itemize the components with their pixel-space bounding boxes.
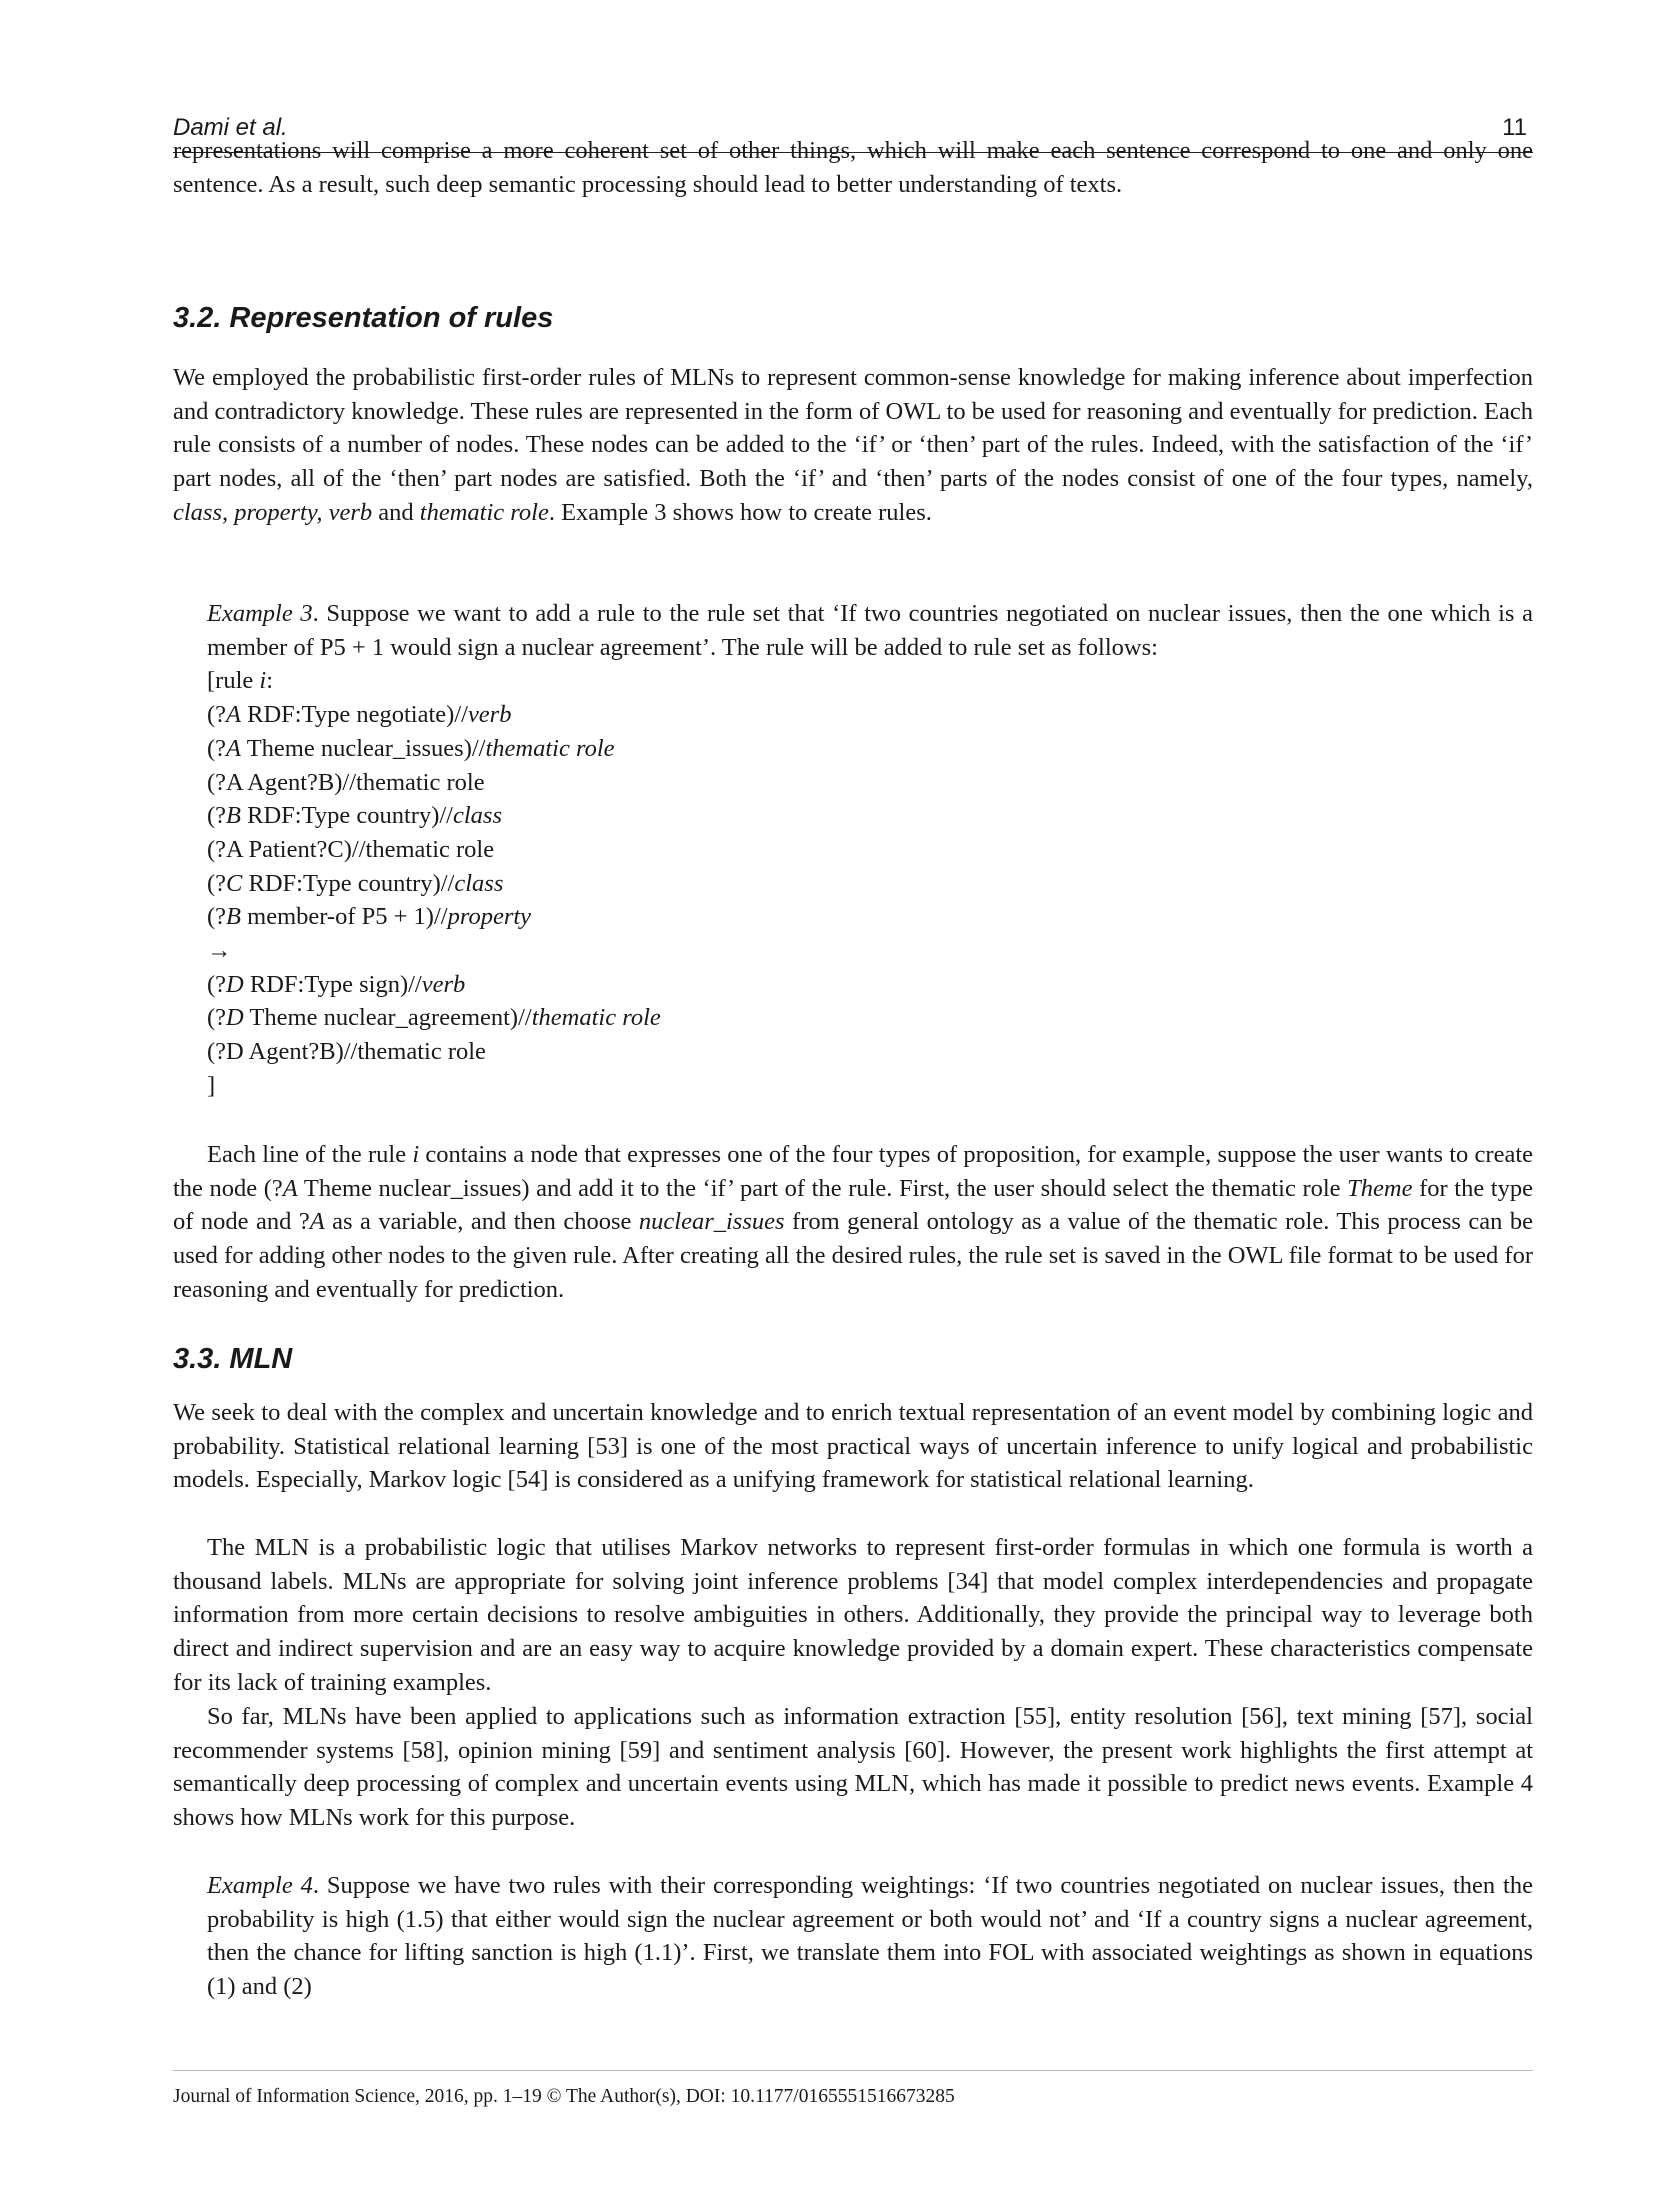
section-3-2-paragraph-1: We employed the probabilistic first-order rules of MLNs to represent common-sense knowledge for making inference about imperfection and contradictory knowledge. These rules are represented in the form of OWL to be used for reasoning and eventually for prediction. Each rule consists of a number of nodes. These nodes can be added to the ‘if’ or ‘then’ part of the rules. Indeed, with the satisfaction of the ‘if’ part nodes, all of the ‘then’ part nodes are satisfied. Both the ‘if’ and ‘then’ parts of the nodes consist of one of the four types, namely, class, property, verb and thematic role. Example 3 shows how to create rules. xyxy=(173,364,1533,526)
rule-node-line: (?A RDF:Type negotiate)//verb xyxy=(207,701,512,729)
rule-node-line: (?D Agent?B)//thematic role xyxy=(207,1038,486,1066)
section-3-2-paragraph-2: Each line of the rule i contains a node that expresses one of the four types of proposition, for example, suppose the user wants to create the node (?A Theme nuclear_issues) and add it to the ‘if’ part of the rule. First, the user should select the thematic role Theme for the type of node and ?A as a variable, and then choose nuclear_issues from general ontology as a value of the thematic role. This process can be used for adding other nodes to the given rule. After creating all the desired rules, the rule set is saved in the OWL file format to be used for reasoning and eventually for prediction. xyxy=(173,1141,1533,1303)
rule-node-line: ] xyxy=(207,1071,216,1099)
page-number: 11 xyxy=(1502,114,1527,141)
rule-node-line: (?B member-of P5 + 1)//property xyxy=(207,903,532,931)
footer-divider xyxy=(173,2070,1533,2071)
rule-node-line: → xyxy=(207,937,232,965)
rule-node-line: (?C RDF:Type country)//class xyxy=(207,869,504,897)
section-3-3-paragraph-2: The MLN is a probabilistic logic that utilises Markov networks to represent first-order formulas in which one formula is worth a thousand labels. MLNs are appropriate for solving joint inference problems [34] that model complex interdependencies and propagate information from more certain decisions to resolve ambiguities in others. Additionally, they provide the principal way to leverage both direct and indirect supervision and are an easy way to acquire knowledge provided by a domain expert. These characteristics compensate for its lack of training examples. xyxy=(173,1534,1533,1696)
rule-node-line: (?D RDF:Type sign)//verb xyxy=(207,970,466,998)
page xyxy=(173,0,1533,2205)
rule-header: [rule i: xyxy=(207,667,273,695)
example-3-block xyxy=(207,597,1533,1103)
intro-paragraph: representations will comprise a more coherent set of other things, which will make each sentence correspond to one and only one sentence. As a result, such deep semantic processing should lead to better understanding of texts. xyxy=(173,137,1533,198)
rule-node-line: (?B RDF:Type country)//class xyxy=(207,802,502,830)
rule-node-line: (?D Theme nuclear_agreement)//thematic role xyxy=(207,1004,661,1032)
section-3-3-heading: 3.3. MLN xyxy=(173,1343,293,1375)
rule-node-line: (?A Patient?C)//thematic role xyxy=(207,835,495,863)
example-4-text: Example 4. Suppose we have two rules with their corresponding weightings: ‘If two countries negotiated on nuclear issues, then the probability is high (1.5) that either would sign the nuclear agreement or both would not’ and ‘If a country signs a nuclear agreement, then the chance for lifting sanction is high (1.1)’. First, we translate them into FOL with associated weightings as shown in equations (1) and (2) xyxy=(207,1872,1533,2001)
rule-node-line: (?A Theme nuclear_issues)//thematic role xyxy=(207,734,615,762)
section-3-3-paragraph-1: We seek to deal with the complex and uncertain knowledge and to enrich textual representation of an event model by combining logic and probability. Statistical relational learning [53] is one of the most practical ways of uncertain inference to unify logical and probabilistic models. Especially, Markov logic [54] is considered as a unifying framework for statistical relational learning. xyxy=(173,1399,1533,1494)
section-3-3-paragraph-3: So far, MLNs have been applied to applications such as information extraction [55], entity resolution [56], text mining [57], social recommender systems [58], opinion mining [59] and sentiment analysis [60]. However, the present work highlights the first attempt at semantically deep processing of complex and uncertain events using MLN, which has made it possible to predict news events. Example 4 shows how MLNs work for this purpose. xyxy=(173,1703,1533,1832)
running-header-authors: Dami et al. xyxy=(173,114,288,141)
section-3-2-heading: 3.2. Representation of rules xyxy=(173,302,554,334)
example-3-text: Example 3. Suppose we want to add a rule to the rule set that ‘If two countries negotiated on nuclear issues, then the one which is a member of P5 + 1 would sign a nuclear agreement’. The rule will be added to rule set as follows: xyxy=(207,600,1533,661)
footer-citation: Journal of Information Science, 2016, pp. 1–19 © The Author(s), DOI: 10.1177/0165551516673285 xyxy=(173,2086,955,2107)
rule-node-line: (?A Agent?B)//thematic role xyxy=(207,768,485,796)
example-4-block xyxy=(207,1869,1533,2004)
rule-lines xyxy=(207,698,1533,1102)
